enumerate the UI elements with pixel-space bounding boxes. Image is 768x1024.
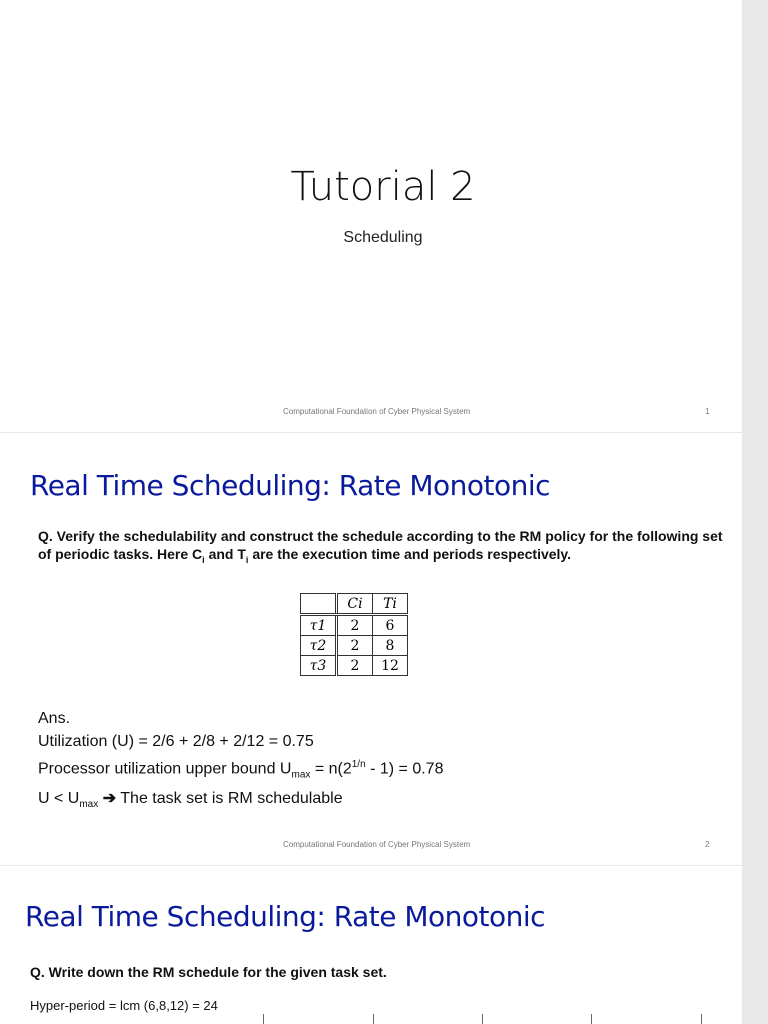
- slide-3: [0, 866, 742, 1024]
- slide-heading: Real Time Scheduling: Rate Monotonic: [30, 469, 551, 502]
- table-header-row: [301, 594, 408, 615]
- comparison-sub: max: [79, 798, 99, 810]
- timeline-tick: [263, 1014, 264, 1024]
- comparison-part: The task set is RM schedulable: [116, 789, 343, 807]
- table-cell: 2: [337, 615, 373, 636]
- table-cell: 2: [337, 636, 373, 656]
- page-number: 1: [705, 407, 710, 416]
- question-part: and T: [204, 546, 246, 562]
- timeline-tick: [373, 1014, 374, 1024]
- table-header-cell: Ci: [337, 594, 373, 615]
- answer-block: [38, 707, 443, 816]
- question-text: Q. Write down the RM schedule for the given task set.: [30, 964, 387, 980]
- table-row: [301, 636, 408, 656]
- timeline-tick: [701, 1014, 702, 1024]
- table-header-cell: Ti: [373, 594, 408, 615]
- table-row: [301, 615, 408, 636]
- slide-subtitle: Scheduling: [343, 229, 423, 246]
- comparison-line: [38, 787, 443, 816]
- bound-part: - 1) = 0.78: [365, 760, 444, 778]
- table-cell: τ3: [301, 656, 337, 676]
- arrow-icon: ➔: [98, 789, 117, 807]
- slide-title: Tutorial 2: [290, 164, 476, 210]
- timeline-tick: [482, 1014, 483, 1024]
- question-sub: i: [245, 554, 249, 565]
- slide-heading: Real Time Scheduling: Rate Monotonic: [25, 900, 546, 933]
- slide-footer: Computational Foundation of Cyber Physical System: [283, 407, 471, 416]
- answer-label: Ans.: [38, 710, 71, 727]
- table-cell: 8: [373, 636, 408, 656]
- table-cell: 12: [373, 656, 408, 676]
- bound-part: Processor utilization upper bound U: [38, 760, 292, 778]
- page-number: 2: [705, 840, 710, 849]
- question-text: [38, 527, 728, 569]
- table-cell: 2: [337, 656, 373, 676]
- question-sub: i: [202, 554, 205, 565]
- table-cell: 6: [373, 615, 408, 636]
- slide-2: [0, 433, 742, 865]
- utilization-line: Utilization (U) = 2/6 + 2/8 + 2/12 = 0.75: [38, 733, 314, 750]
- slide-1: [0, 0, 742, 432]
- timeline-tick: [591, 1014, 592, 1024]
- table-row: [301, 656, 408, 676]
- table-cell: τ2: [301, 636, 337, 656]
- question-part: are the execution time and periods respectively.: [248, 546, 572, 562]
- slide-footer: Computational Foundation of Cyber Physical System: [283, 840, 471, 849]
- table-header-cell: [301, 594, 337, 615]
- bound-sub: max: [291, 769, 311, 781]
- task-table: [300, 593, 408, 676]
- comparison-part: U < U: [38, 789, 80, 807]
- bound-sup: 1/n: [351, 759, 366, 770]
- bound-line: [38, 753, 443, 787]
- bound-part: = n(2: [310, 760, 352, 778]
- hyper-period-text: Hyper-period = lcm (6,8,12) = 24: [30, 998, 218, 1013]
- question-part: Q. Verify the schedulability and construct the schedule according to the RM policy for the following set of periodic tasks. Here C: [38, 528, 723, 562]
- table-cell: τ1: [301, 615, 337, 636]
